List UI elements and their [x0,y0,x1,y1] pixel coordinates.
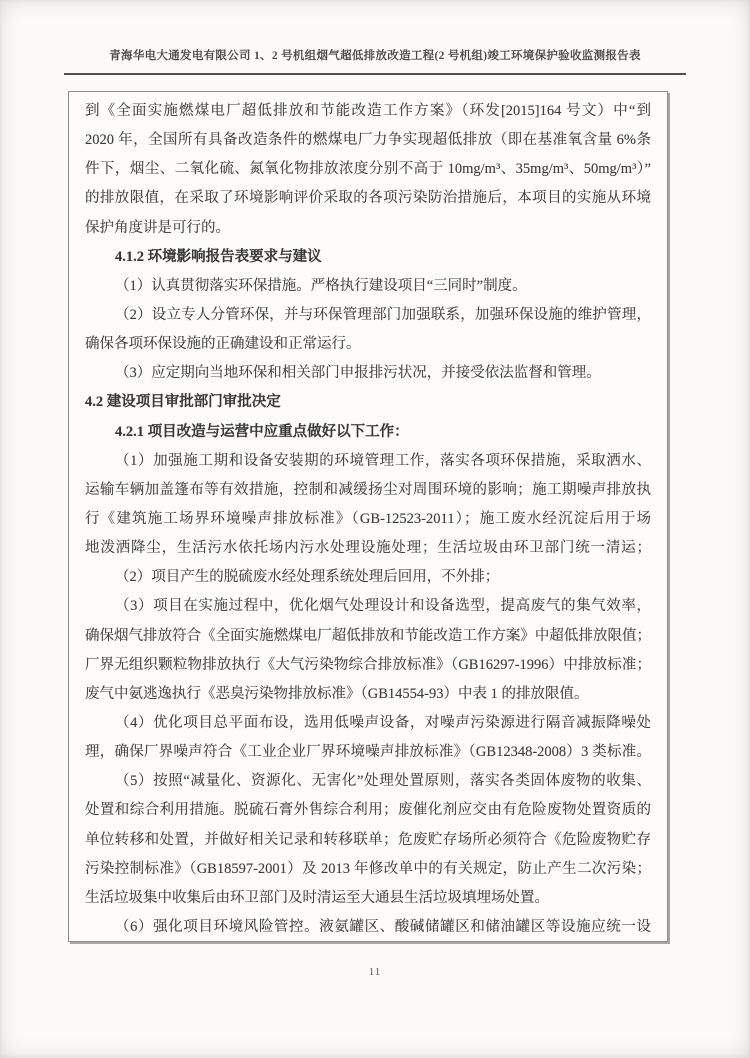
heading-line: 4.1.2 环境影响报告表要求与建议 [115,248,322,265]
document-header-title: 青海华电大通发电有限公司 1、2 号机组烟气超低排放改造工程(2 号机组)竣工环境保护验收监测报告表 [109,50,641,62]
text-line: 2020 年，全国所有具备改造条件的燃煤电厂力争实现超低排放（即在基准氧含量 6%条 [85,132,651,149]
text-line: 废气中氨逃逸执行《恶臭污染物排放标准》（GB14554-93）中表 1 的排放限值。 [85,685,589,702]
text-line: 保护角度讲是可行的。 [85,219,230,236]
text-line: 确保烟气排放符合《全面实施燃煤电厂超低排放和节能改造工作方案》中超低排放限值； [85,627,651,644]
text-line: 行《建筑施工场界环境噪声排放标准》（GB-12523-2011）；施工废水经沉淀后用于场 [85,510,651,527]
content-lines [85,97,651,942]
text-line: （6）强化项目环境风险管控。液氨罐区、酸碱储罐区和储油罐区等设施应统一设 [115,918,651,935]
text-line: （3）项目在实施过程中，优化烟气处理设计和设备选型，提高废气的集气效率， [115,598,651,615]
text-line: 处置和综合利用措施。脱硫石膏外售综合利用；废催化剂应交由有危险废物处置资质的 [85,802,651,819]
page-number: 11 [368,966,382,978]
text-line: （5）按照“减量化、资源化、无害化”处理处置原则，落实各类固体废物的收集、 [115,773,651,790]
text-line: 运输车辆加盖篷布等有效措施，控制和减缓扬尘对周围环境的影响；施工期噪声排放执 [85,481,651,498]
text-line: （2）项目产生的脱硫废水经处理系统处理后回用，不外排； [115,569,500,586]
text-line: 生活垃圾集中收集后由环卫部门及时清运至大通县生活垃圾填埋场处置。 [85,889,549,906]
text-line: 单位转移和处置，并做好相关记录和转移联单；危废贮存场所必须符合《危险废物贮存 [85,831,651,848]
text-line: 确保各项环保设施的正确建设和正常运行。 [85,336,361,353]
heading-line: 4.2.1 项目改造与运营中应重点做好以下工作： [115,423,409,440]
text-line: 理，确保厂界噪声符合《工业企业厂界环境噪声排放标准》（GB12348-2008）3 类标准。 [85,744,651,761]
header-divider [64,73,686,75]
content-box [68,91,668,942]
text-line: 件下，烟尘、二氧化硫、氮氧化物排放浓度分别不高于 10mg/m³、35mg/m³、50mg/m³）” [85,161,651,178]
text-line: （1）认真贯彻落实环保措施。严格执行建设项目“三同时”制度。 [115,277,527,294]
text-line: （4）优化项目总平面布设，选用低噪声设备，对噪声污染源进行隔音减振降噪处 [115,714,651,731]
text-line: 厂界无组织颗粒物排放执行《大气污染物综合排放标准》（GB16297-1996）中排放标准； [85,656,651,673]
text-line: 到《全面实施燃煤电厂超低排放和节能改造工作方案》（环发[2015]164 号文）中“到 [85,103,651,119]
text-line: 污染控制标准》（GB18597-2001）及 2013 年修改单中的有关规定，防止产生二次污染； [85,860,651,877]
heading-line: 4.2 建设项目审批部门审批决定 [85,394,281,411]
text-line: （2）设立专人分管环保，并与环保管理部门加强联系，加强环保设施的维护管理， [115,306,651,323]
text-line: 的排放限值，在采取了环境影响评价采取的各项污染防治措施后，本项目的实施从环境 [85,190,651,207]
text-line: （3）应定期向当地环保和相关部门申报排污状况，并接受依法监督和管理。 [115,365,601,382]
text-line: 地泼洒降尘，生活污水依托场内污水处理设施处理；生活垃圾由环卫部门统一清运； [85,540,651,557]
text-line: （1）加强施工期和设备安装期的环境管理工作，落实各项环保措施，采取洒水、 [115,452,651,469]
